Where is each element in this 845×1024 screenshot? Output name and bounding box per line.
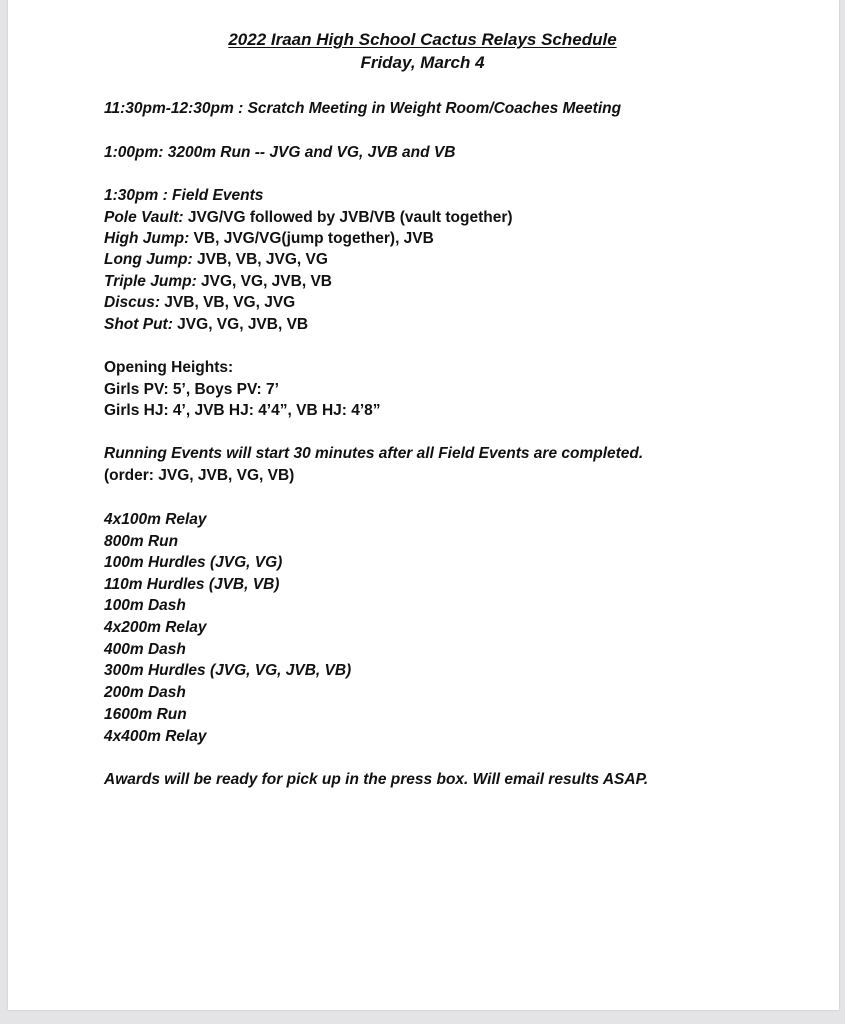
field-event-order: JVG, VG, JVB, VB bbox=[196, 273, 332, 290]
running-event-item: 300m Hurdles (JVG, VG, JVB, VB) bbox=[104, 662, 352, 679]
field-event-row bbox=[104, 229, 434, 249]
opening-heights-heading: Opening Heights: bbox=[104, 359, 234, 376]
document-date: Friday, March 4 bbox=[360, 53, 485, 72]
field-event-name: Long Jump: bbox=[104, 251, 193, 268]
running-event-item: 4x400m Relay bbox=[104, 728, 207, 745]
field-event-row bbox=[104, 293, 295, 313]
field-event-row bbox=[104, 208, 513, 228]
running-event-item: 110m Hurdles (JVB, VB) bbox=[104, 576, 280, 593]
running-event-item: 100m Hurdles (JVG, VG) bbox=[104, 554, 283, 571]
field-event-order: JVG, VG, JVB, VB bbox=[172, 316, 309, 333]
running-event-item: 100m Dash bbox=[104, 597, 186, 614]
running-event-item: 200m Dash bbox=[104, 684, 186, 701]
field-events-heading: 1:30pm : Field Events bbox=[104, 187, 264, 204]
field-event-row bbox=[104, 315, 308, 335]
running-event-item: 4x100m Relay bbox=[104, 511, 207, 528]
field-event-order: JVB, VB, VG, JVG bbox=[160, 294, 296, 311]
awards-note: Awards will be ready for pick up in the press box. Will email results ASAP. bbox=[104, 771, 649, 788]
field-event-row bbox=[104, 272, 332, 292]
running-event-item: 1600m Run bbox=[104, 706, 187, 723]
field-event-order: VB, JVG/VG(jump together), JVB bbox=[189, 230, 434, 247]
field-event-name: Triple Jump: bbox=[104, 273, 197, 290]
field-event-name: Discus: bbox=[104, 294, 160, 311]
running-event-item: 800m Run bbox=[104, 533, 179, 550]
run-3200-line: 1:00pm: 3200m Run -- JVG and VG, JVB and VB bbox=[104, 144, 456, 161]
document-title: 2022 Iraan High School Cactus Relays Schedule bbox=[228, 30, 617, 49]
field-event-row bbox=[104, 250, 328, 270]
field-event-name: Pole Vault: bbox=[104, 209, 184, 226]
field-event-name: High Jump: bbox=[104, 230, 190, 247]
field-event-name: Shot Put: bbox=[104, 316, 173, 333]
running-events-note: Running Events will start 30 minutes after all Field Events are completed. bbox=[104, 445, 644, 462]
scratch-meeting-line: 11:30pm-12:30pm : Scratch Meeting in Weight Room/Coaches Meeting bbox=[104, 100, 622, 117]
field-event-order: JVB, VB, JVG, VG bbox=[192, 251, 328, 268]
running-event-item: 4x200m Relay bbox=[104, 619, 207, 636]
running-order: (order: JVG, JVB, VG, VB) bbox=[104, 467, 295, 484]
field-event-order: JVG/VG followed by JVB/VB (vault together) bbox=[183, 209, 513, 226]
opening-heights-line: Girls HJ: 4’, JVB HJ: 4’4”, VB HJ: 4’8” bbox=[104, 402, 381, 419]
opening-heights-line: Girls PV: 5’, Boys PV: 7’ bbox=[104, 381, 279, 398]
running-event-item: 400m Dash bbox=[104, 641, 186, 658]
